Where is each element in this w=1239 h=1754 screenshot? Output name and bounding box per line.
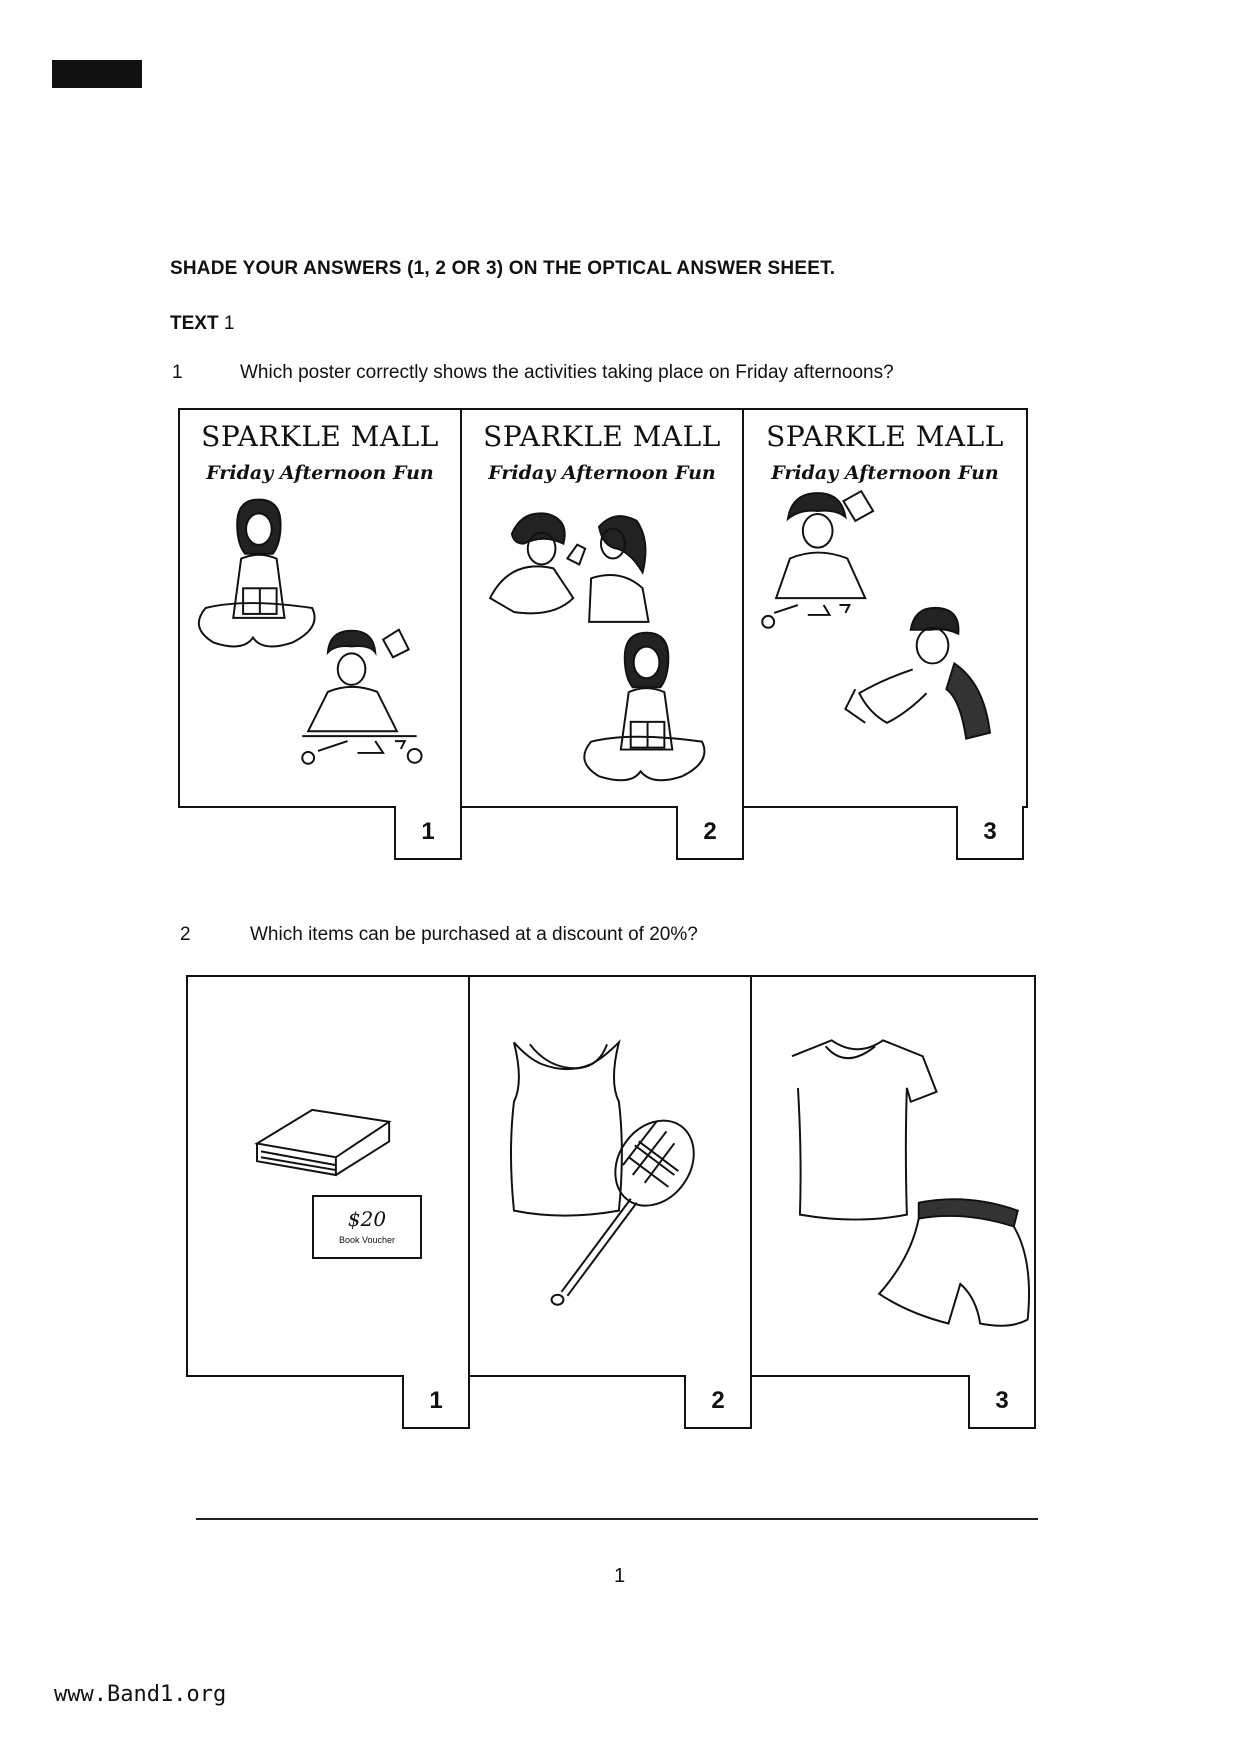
poster-subtitle: Friday Afternoon Fun (488, 462, 716, 484)
section-title (170, 313, 234, 335)
poster-option-3[interactable] (744, 408, 1028, 808)
poster-option-2[interactable] (462, 408, 744, 808)
girl-reading-book-icon (199, 500, 315, 647)
book-voucher-icon (312, 1195, 422, 1259)
item-2-illustration (470, 977, 750, 1375)
girl-doing-craft-icon (762, 491, 873, 628)
poster-option-1[interactable] (178, 408, 462, 808)
footer-divider (196, 1518, 1038, 1520)
redaction-block (52, 60, 142, 88)
poster-title: SPARKLE MALL (766, 420, 1004, 453)
poster-title: SPARKLE MALL (483, 420, 721, 453)
option-2-number-box[interactable]: 2 (684, 1375, 752, 1429)
poster-subtitle: Friday Afternoon Fun (206, 462, 434, 484)
girls-eating-ice-cream-icon (490, 513, 648, 621)
poster-2-illustration (462, 410, 742, 806)
singlet-icon (511, 1042, 622, 1215)
girl-reading-book-icon (584, 633, 704, 781)
poster-title: SPARKLE MALL (201, 420, 439, 453)
option-3-number-box[interactable]: 3 (956, 806, 1024, 860)
question-number: 2 (180, 924, 191, 945)
question-1-options (178, 408, 1028, 808)
option-3-number-box[interactable]: 3 (968, 1375, 1036, 1429)
poster-subtitle: Friday Afternoon Fun (771, 462, 999, 484)
book-icon (257, 1110, 389, 1175)
shorts-icon (879, 1199, 1029, 1326)
girl-doing-craft-icon (302, 630, 421, 764)
question-text: Which items can be purchased at a discount of 20%? (250, 924, 698, 945)
page-number: 1 (613, 1565, 626, 1587)
voucher-text: Book Voucher (338, 1235, 396, 1245)
item-option-2[interactable] (470, 975, 752, 1377)
section-label: TEXT (170, 313, 219, 334)
question-2-options (186, 975, 1036, 1377)
option-2-number-box[interactable]: 2 (676, 806, 744, 860)
poster-1-illustration (180, 410, 460, 806)
question-number: 1 (172, 362, 183, 383)
footer-url[interactable]: www.Band1.org (54, 1682, 227, 1707)
item-option-3[interactable] (752, 975, 1036, 1377)
section-number: 1 (223, 313, 235, 334)
poster-3-illustration (744, 410, 1026, 806)
item-1-illustration (188, 977, 468, 1375)
item-option-1[interactable] (186, 975, 470, 1377)
instruction-text: SHADE YOUR ANSWERS (1, 2 OR 3) ON THE OPTICAL ANSWER SHEET. (170, 258, 836, 279)
option-1-number-box[interactable]: 1 (394, 806, 462, 860)
t-shirt-icon (792, 1040, 937, 1219)
question-text: Which poster correctly shows the activities taking place on Friday afternoons? (240, 362, 894, 383)
boy-trying-on-shirt-icon (845, 608, 990, 739)
item-3-illustration (752, 977, 1034, 1375)
voucher-amount: $20 (347, 1207, 387, 1231)
badminton-racket-icon (552, 1105, 710, 1304)
option-1-number-box[interactable]: 1 (402, 1375, 470, 1429)
